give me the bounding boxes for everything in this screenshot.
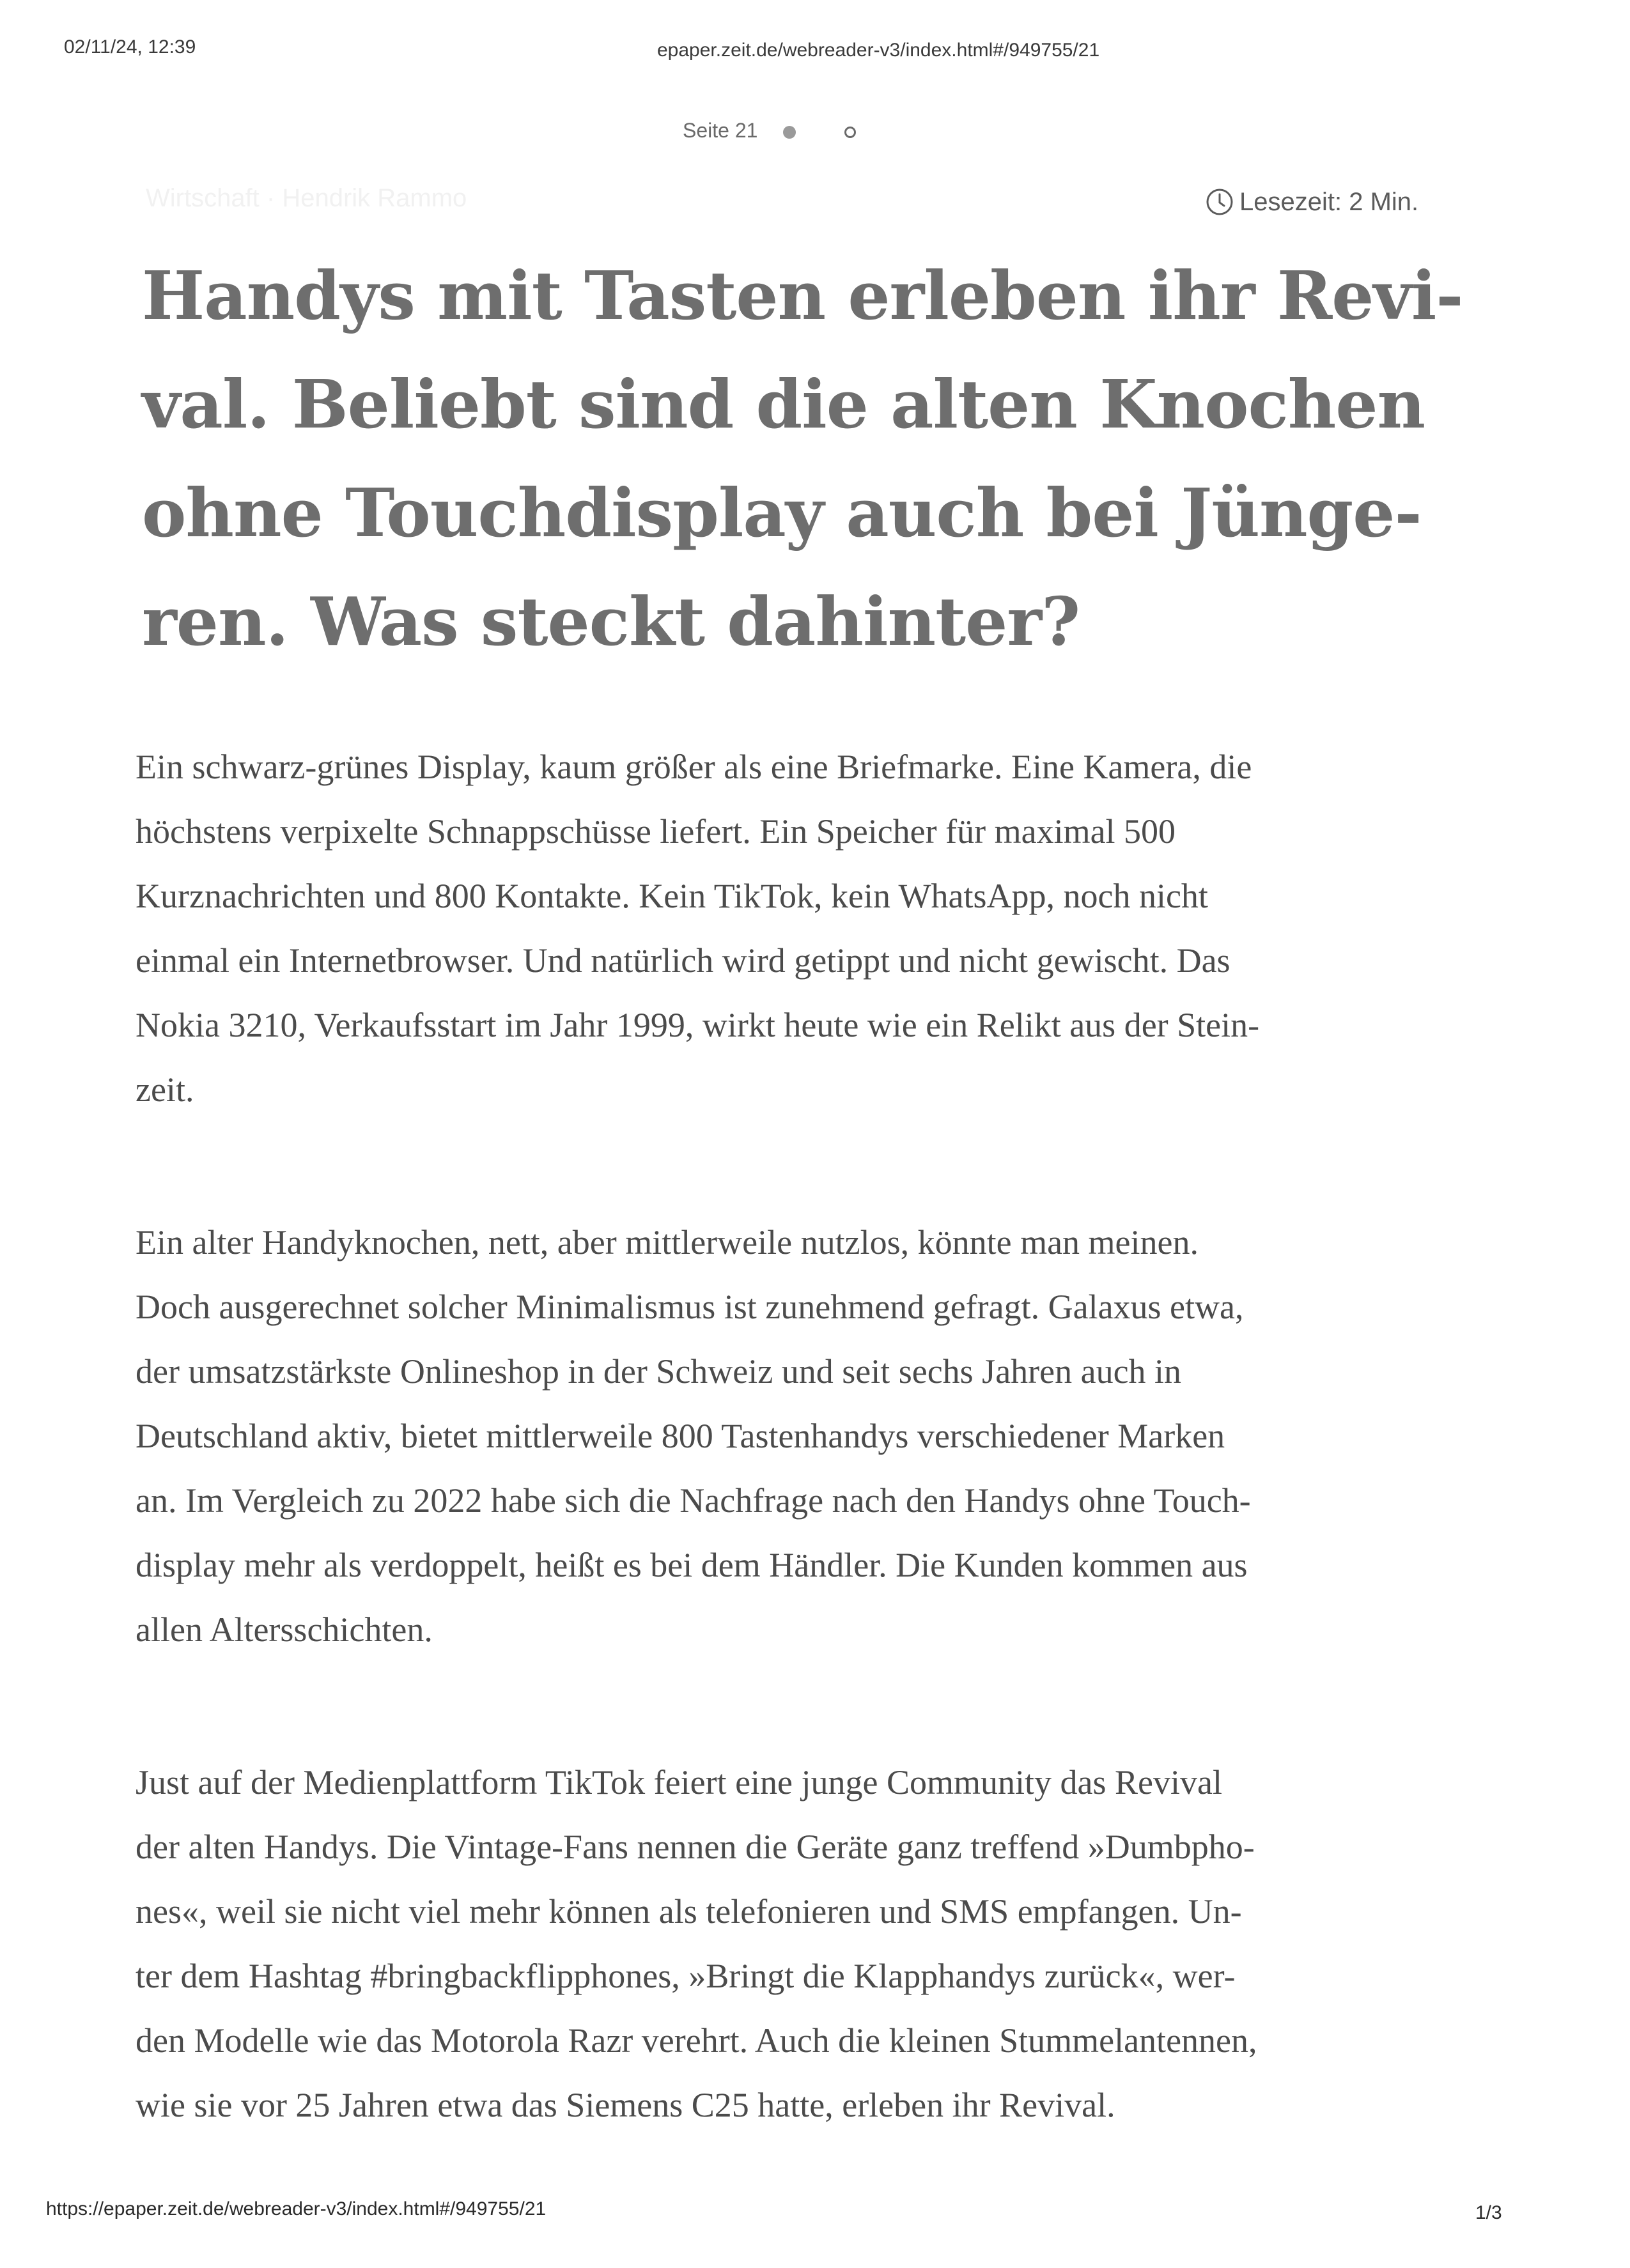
article-paragraph xyxy=(136,1750,1446,2138)
article-paragraph xyxy=(136,735,1446,1122)
paragraph-line: den Modelle wie das Motorola Razr verehrt. Auch die kleinen Stummelantennen, xyxy=(136,2021,1257,2060)
paragraph-line: zeit. xyxy=(136,1070,194,1109)
paragraph-line: ter dem Hashtag #bringbackflipphones, »Bringt die Klapphandys zurück«, wer- xyxy=(136,1957,1236,1995)
paragraph-line: an. Im Vergleich zu 2022 habe sich die Nachfrage nach den Handys ohne Touch- xyxy=(136,1481,1251,1520)
paragraph-line: einmal ein Internetbrowser. Und natürlich wird getippt und nicht gewischt. Das xyxy=(136,941,1230,980)
article-headline xyxy=(142,242,1463,676)
print-header-datetime: 02/11/24, 12:39 xyxy=(64,36,196,58)
paragraph-line: der umsatzstärkste Onlineshop in der Schweiz und seit sechs Jahren auch in xyxy=(136,1352,1182,1391)
reading-time-label: Lesezeit: 2 Min. xyxy=(1239,187,1419,216)
paragraph-line: nes«, weil sie nicht viel mehr können als telefonieren und SMS empfangen. Un- xyxy=(136,1892,1242,1931)
article-body xyxy=(136,735,1446,2226)
page-number-label: Seite 21 xyxy=(683,119,758,142)
paragraph-line: Ein alter Handyknochen, nett, aber mittlerweile nutzlos, könnte man meinen. xyxy=(136,1223,1199,1261)
page-navigation xyxy=(683,119,856,143)
paragraph-line: der alten Handys. Die Vintage-Fans nennen die Geräte ganz treffend »Dumbpho- xyxy=(136,1828,1255,1866)
paragraph-line: wie sie vor 25 Jahren etwa das Siemens C25 hatte, erleben ihr Revival. xyxy=(136,2086,1115,2124)
paragraph-line: Nokia 3210, Verkaufsstart im Jahr 1999, wirkt heute wie ein Relikt aus der Stein- xyxy=(136,1006,1260,1044)
headline-line: val. Beliebt sind die alten Knochen xyxy=(142,365,1425,444)
page-dot-next[interactable] xyxy=(844,127,856,138)
paragraph-line: Ein schwarz-grünes Display, kaum größer als eine Briefmarke. Eine Kamera, die xyxy=(136,748,1252,786)
paragraph-line: Just auf der Medienplattform TikTok feiert eine junge Community das Revival xyxy=(136,1763,1222,1801)
paragraph-line: Deutschland aktiv, bietet mittlerweile 800 Tastenhandys verschiedener Marken xyxy=(136,1417,1225,1455)
paragraph-line: Doch ausgerechnet solcher Minimalismus ist zunehmend gefragt. Galaxus etwa, xyxy=(136,1288,1244,1326)
headline-line: ohne Touchdisplay auch bei Jünge- xyxy=(142,474,1422,552)
clock-icon xyxy=(1205,187,1234,217)
paragraph-line: allen Altersschichten. xyxy=(136,1610,433,1649)
article-paragraph xyxy=(136,1210,1446,1662)
page-dot-current[interactable] xyxy=(783,126,796,139)
headline-line: ren. Was steckt dahinter? xyxy=(142,582,1080,661)
paragraph-line: display mehr als verdoppelt, heißt es bei dem Händler. Die Kunden kommen aus xyxy=(136,1546,1248,1584)
article-kicker: Wirtschaft · Hendrik Rammo xyxy=(146,184,467,212)
reading-time xyxy=(1205,187,1418,217)
paragraph-line: Kurznachrichten und 800 Kontakte. Kein TikTok, kein WhatsApp, noch nicht xyxy=(136,877,1208,915)
print-header-url: epaper.zeit.de/webreader-v3/index.html#/949755/21 xyxy=(657,40,1100,61)
paragraph-line: höchstens verpixelte Schnappschüsse liefert. Ein Speicher für maximal 500 xyxy=(136,812,1176,851)
headline-line: Handys mit Tasten erleben ihr Revi- xyxy=(142,256,1463,335)
print-footer-url: https://epaper.zeit.de/webreader-v3/index.html#/949755/21 xyxy=(46,2198,547,2219)
print-footer-page-count: 1/3 xyxy=(1475,2202,1502,2223)
